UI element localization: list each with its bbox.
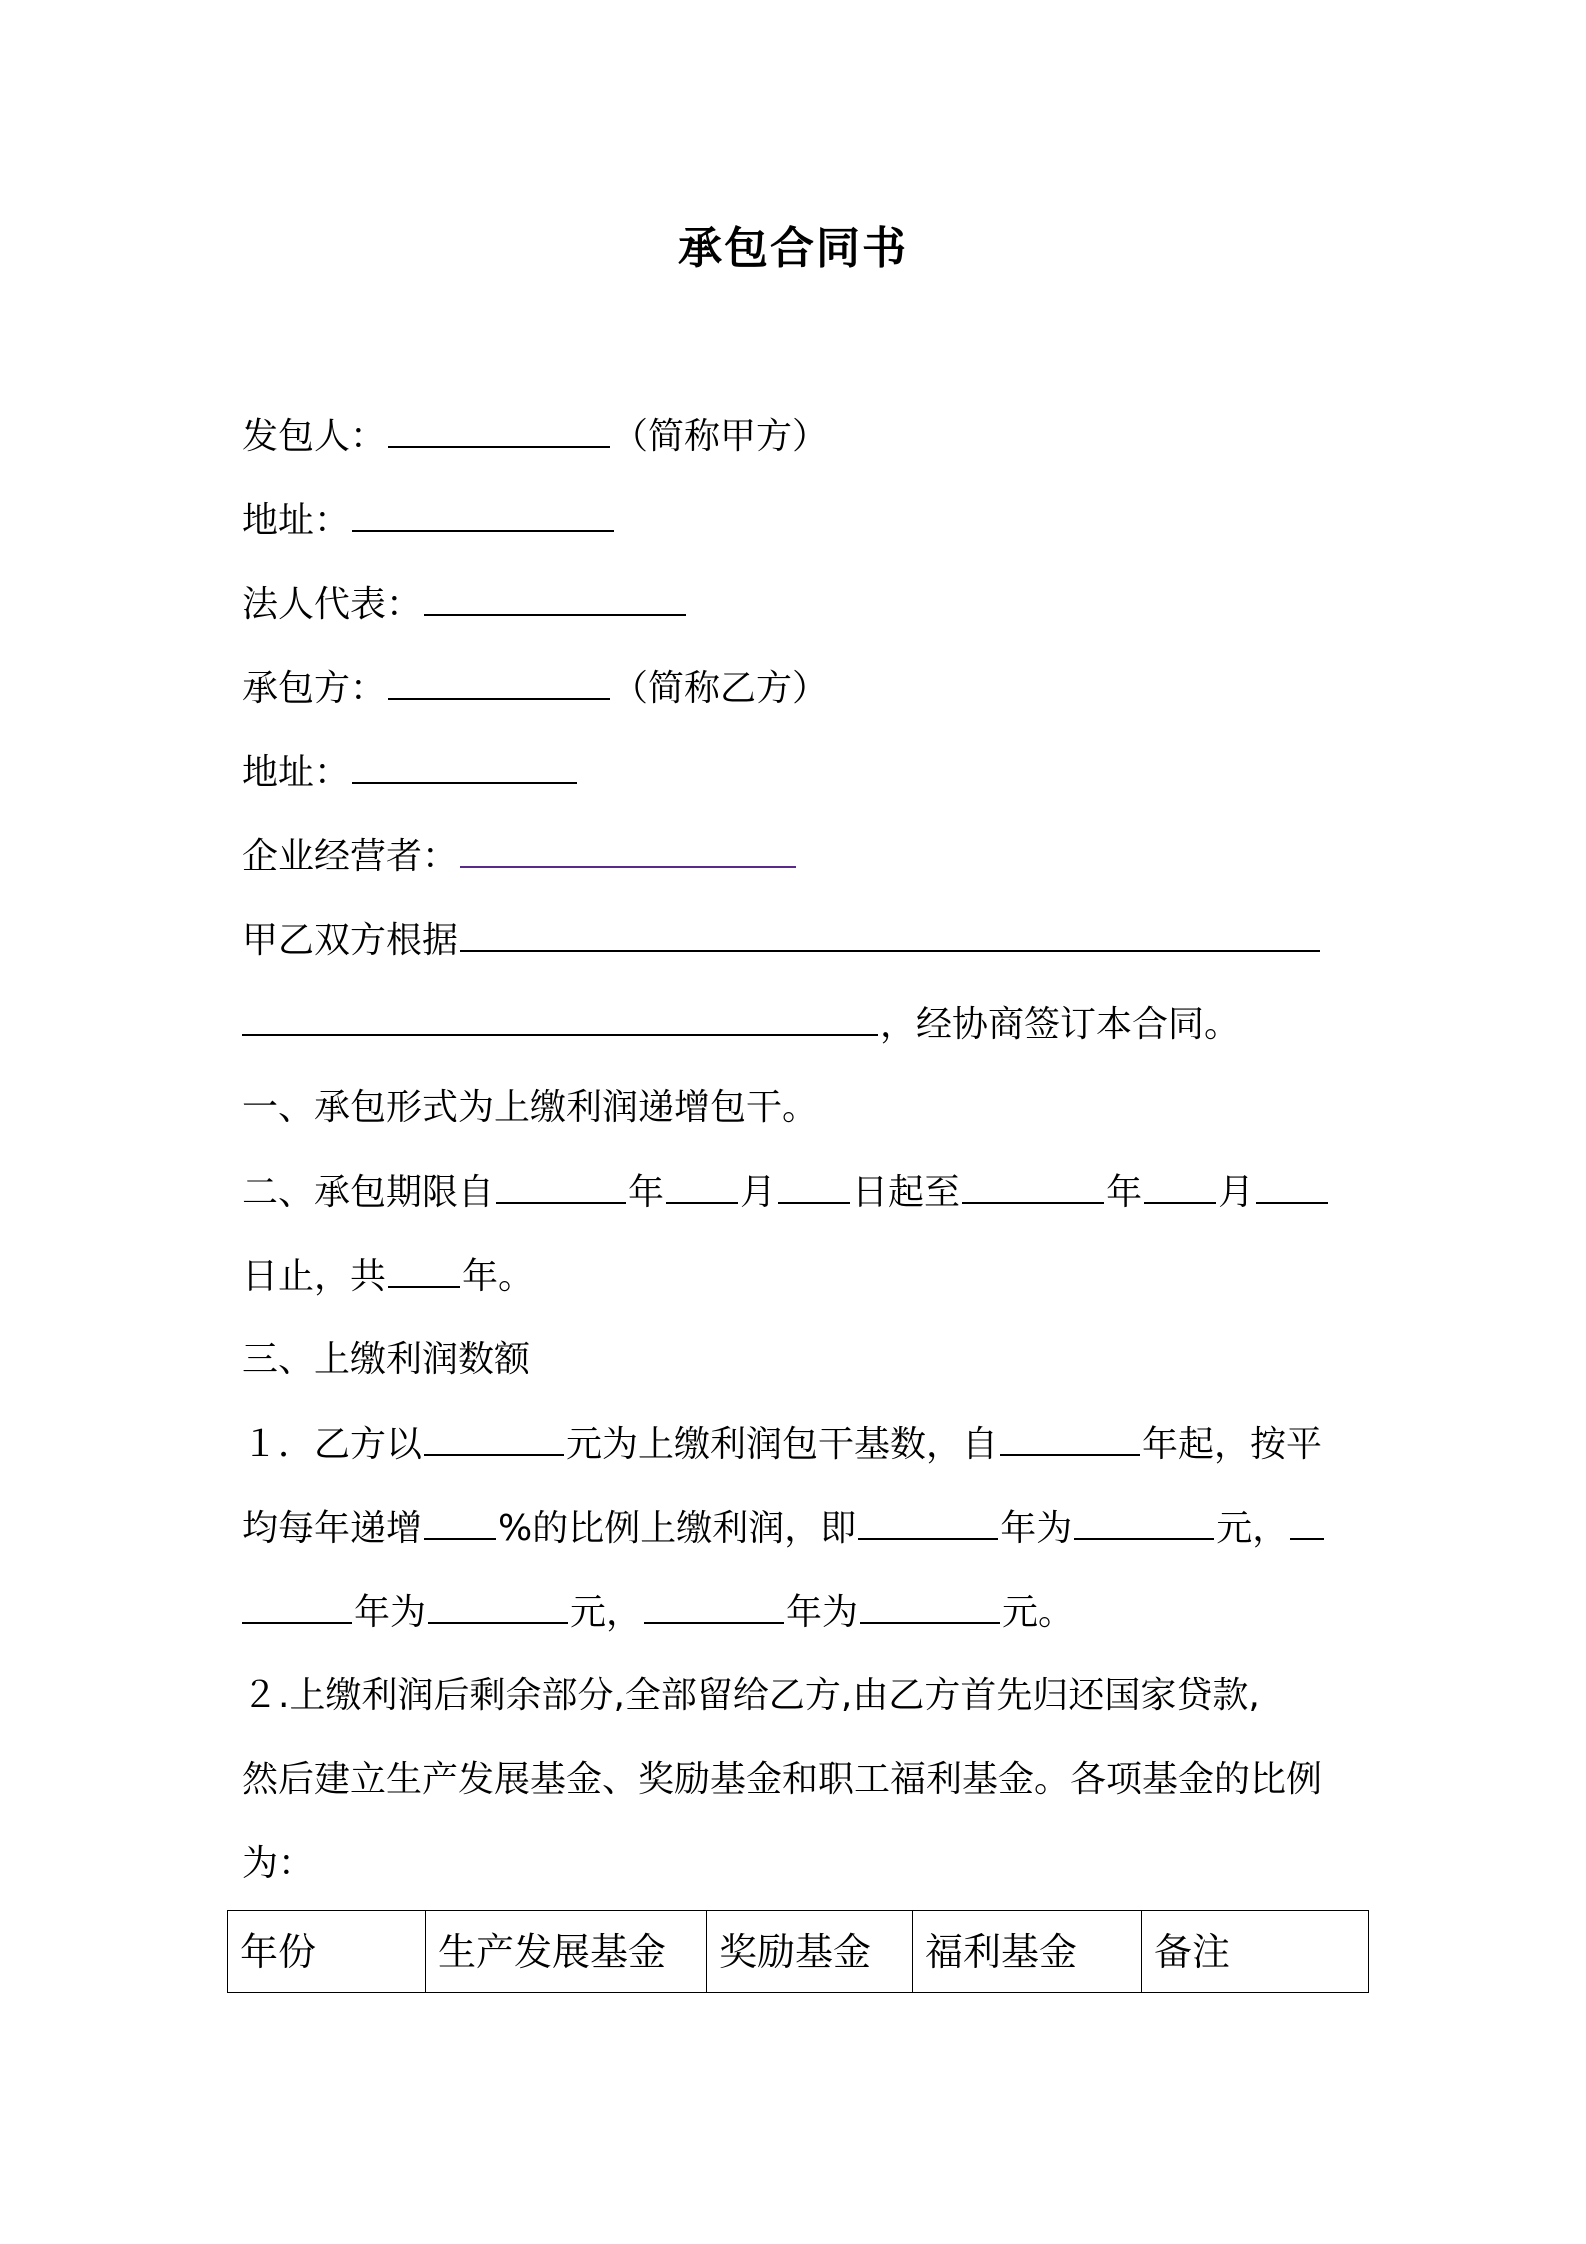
basis-blank-1[interactable] (460, 916, 1320, 952)
clause-1: 一、承包形式为上缴利润递增包干。 (242, 1087, 819, 1128)
item1-text-k: 元。 (1002, 1592, 1075, 1633)
amount-2-blank[interactable] (428, 1588, 568, 1624)
operator-blank[interactable] (460, 832, 796, 868)
start-month-blank[interactable] (666, 1168, 738, 1204)
contractor-blank[interactable] (388, 664, 610, 700)
legal-rep-label: 法人代表： (242, 584, 423, 625)
years-end-word: 年。 (462, 1256, 535, 1297)
clause-3-heading: 三、上缴利润数额 (242, 1339, 531, 1380)
day-end-word: 日止，共 (242, 1256, 387, 1297)
contractor-address-label: 地址： (242, 752, 351, 793)
legal-rep-line (242, 580, 688, 629)
employer-line (242, 412, 828, 461)
year-1-blank[interactable] (858, 1504, 998, 1540)
employer-suffix: （简称甲方） (612, 416, 829, 457)
employer-blank[interactable] (388, 412, 610, 448)
end-year-blank[interactable] (962, 1168, 1104, 1204)
item1-text-g: 元， (1216, 1508, 1289, 1549)
base-amount-blank[interactable] (424, 1420, 564, 1456)
item1-text-e: %的比例上缴利润，即 (498, 1508, 857, 1549)
header-remarks: 备注 (1142, 1911, 1369, 1993)
document-title: 承包合同书 (678, 223, 908, 274)
clause-3-item-2-line-1: ２.上缴利润后剩余部分,全部留给乙方,由乙方首先归还国家贷款, (242, 1675, 1260, 1716)
item1-text-d: 均每年递增 (242, 1508, 423, 1549)
month-word: 月 (740, 1172, 777, 1213)
clause-2-start: 二、承包期限自 (242, 1172, 495, 1213)
clause-3-item-2-line-2: 然后建立生产发展基金、奖励基金和职工福利基金。各项基金的比例 (242, 1759, 1323, 1800)
basis-prefix: 甲乙双方根据 (242, 920, 459, 961)
contractor-label: 承包方： (242, 668, 387, 709)
header-year: 年份 (228, 1911, 426, 1993)
header-welfare-fund: 福利基金 (913, 1911, 1142, 1993)
year-3-blank[interactable] (644, 1588, 784, 1624)
header-production-fund: 生产发展基金 (426, 1911, 707, 1993)
start-year-blank[interactable] (496, 1168, 626, 1204)
employer-label: 发包人： (242, 416, 387, 457)
item1-text-f: 年为 (1000, 1508, 1073, 1549)
employer-address-blank[interactable] (352, 496, 614, 532)
day-from-word: 日起至 (852, 1172, 961, 1213)
basis-line-1 (242, 916, 1322, 965)
item1-text-b: 元为上缴利润包干基数，自 (566, 1424, 999, 1465)
contractor-address-line (242, 748, 579, 797)
clause-2-line-1 (242, 1168, 1330, 1217)
amount-3-blank[interactable] (860, 1588, 1000, 1624)
growth-rate-blank[interactable] (424, 1504, 496, 1540)
year-2-blank-end[interactable] (242, 1588, 352, 1624)
operator-label: 企业经营者： (242, 836, 459, 877)
amount-1-blank[interactable] (1074, 1504, 1214, 1540)
year-word: 年 (1106, 1172, 1143, 1213)
year-word: 年 (628, 1172, 665, 1213)
month-word: 月 (1218, 1172, 1255, 1213)
fund-ratio-table (227, 1910, 1369, 1993)
item1-text-i: 元， (570, 1592, 643, 1633)
clause-3-item-1-line-1 (242, 1420, 1322, 1469)
contractor-address-blank[interactable] (352, 748, 577, 784)
header-bonus-fund: 奖励基金 (707, 1911, 913, 1993)
clause-2-line-2 (242, 1252, 534, 1301)
end-month-blank[interactable] (1144, 1168, 1216, 1204)
item1-text-h: 年为 (354, 1592, 427, 1633)
contractor-line (242, 664, 828, 713)
total-years-blank[interactable] (388, 1252, 460, 1288)
contractor-suffix: （简称乙方） (612, 668, 829, 709)
basis-blank-2[interactable] (242, 1000, 878, 1036)
operator-line (242, 832, 798, 881)
start-day-blank[interactable] (778, 1168, 850, 1204)
clause-3-item-1-line-2 (242, 1504, 1326, 1553)
item1-text-j: 年为 (786, 1592, 859, 1633)
end-day-blank[interactable] (1256, 1168, 1328, 1204)
clause-3-item-1-line-3 (242, 1588, 1074, 1637)
base-year-blank[interactable] (1000, 1420, 1140, 1456)
basis-suffix: ，经协商签订本合同。 (880, 1004, 1241, 1045)
item1-text-a: １．乙方以 (242, 1424, 423, 1465)
item1-text-c: 年起，按平 (1142, 1424, 1323, 1465)
clause-3-item-2-line-3: 为： (242, 1843, 315, 1884)
employer-address-label: 地址： (242, 500, 351, 541)
legal-rep-blank[interactable] (424, 580, 686, 616)
year-2-blank-start[interactable] (1290, 1504, 1324, 1540)
basis-line-2 (242, 1000, 1240, 1049)
table-header-row (228, 1911, 1369, 1993)
employer-address-line (242, 496, 616, 545)
